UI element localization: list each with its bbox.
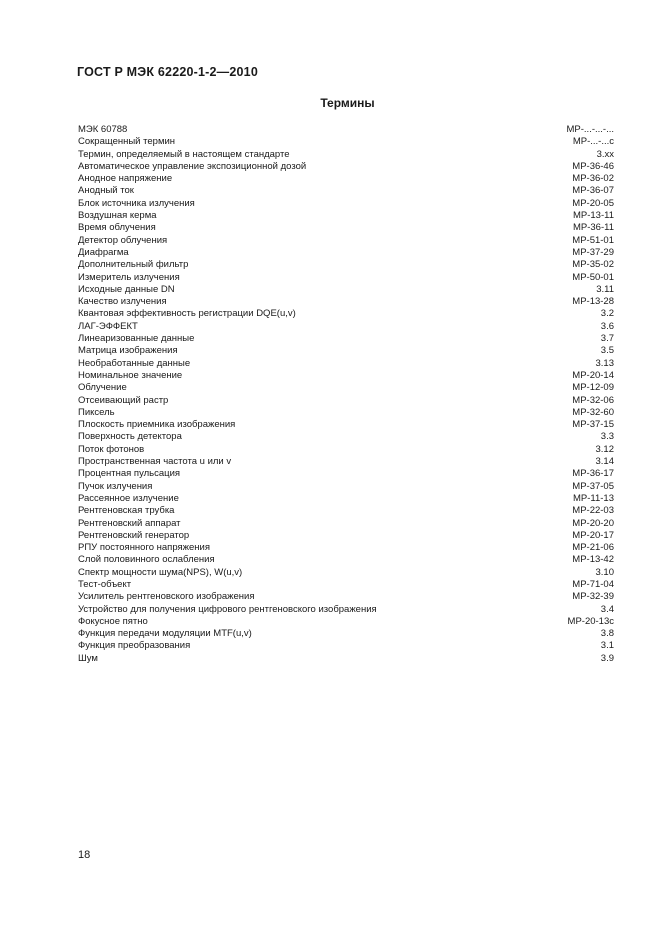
term-reference: МР-22-03 [572, 505, 614, 517]
term-row [78, 567, 614, 579]
term-reference: МР-36-11 [572, 222, 614, 234]
term-name: Квантовая эффективность регистрации DQE(u,v) [78, 308, 296, 320]
term-reference: МР-32-39 [572, 591, 614, 603]
term-row [78, 419, 614, 431]
term-name: Плоскость приемника изображения [78, 419, 236, 431]
term-row [78, 124, 614, 136]
term-name: Детектор облучения [78, 234, 168, 246]
term-name: Тест-объект [78, 578, 132, 590]
term-reference: МР-12-09 [572, 382, 614, 394]
term-reference: МР-37-29 [572, 246, 614, 258]
term-row [78, 259, 614, 271]
terms-list [78, 124, 614, 665]
term-row [78, 272, 614, 284]
term-reference: МР-32-60 [572, 406, 614, 418]
term-row [78, 579, 614, 591]
page-number: 18 [78, 849, 91, 861]
term-reference: МР-13-11 [572, 210, 614, 222]
term-name: Измеритель излучения [78, 271, 180, 283]
term-name: Воздушная керма [78, 210, 157, 222]
term-reference: МР-20-05 [572, 197, 614, 209]
term-reference: МР-...-...с [572, 136, 614, 148]
term-reference: МР-11-13 [572, 492, 614, 504]
term-row [78, 185, 614, 197]
term-reference: МР-13-28 [572, 296, 614, 308]
term-row [78, 468, 614, 480]
term-reference: МР-36-17 [572, 468, 614, 480]
term-reference: 3.хх [596, 148, 614, 160]
term-name: Сокращенный термин [78, 136, 176, 148]
term-name: Номинальное значение [78, 369, 183, 381]
term-name: Процентная пульсация [78, 468, 181, 480]
term-row [78, 407, 614, 419]
term-name: Поверхность детектора [78, 431, 182, 443]
term-row [78, 370, 614, 382]
term-reference: 3.4 [600, 603, 614, 615]
term-name: Автоматическое управление экспозиционной дозой [78, 160, 307, 172]
term-row [78, 358, 614, 370]
term-name: МЭК 60788 [78, 124, 128, 135]
term-reference: 3.10 [595, 566, 614, 578]
term-name: Облучение [78, 382, 127, 394]
term-name: Качество излучения [78, 296, 167, 308]
term-name: Функция передачи модуляции MTF(u,v) [78, 628, 252, 640]
term-row [78, 222, 614, 234]
term-row [78, 247, 614, 259]
term-name: Отсеивающий растр [78, 394, 169, 406]
term-row [78, 235, 614, 247]
term-row [78, 591, 614, 603]
term-name: Время облучения [78, 222, 156, 234]
term-reference: 3.13 [595, 357, 614, 369]
term-reference: МР-20-13с [567, 615, 614, 627]
term-row [78, 136, 614, 148]
term-name: Необработанные данные [78, 357, 191, 369]
term-reference: 3.14 [595, 456, 614, 468]
term-row [78, 284, 614, 296]
term-row [78, 149, 614, 161]
term-row [78, 456, 614, 468]
term-row [78, 505, 614, 517]
term-row [78, 628, 614, 640]
term-name: Устройство для получения цифрового рентгеновского изображения [78, 603, 377, 615]
term-name: Поток фотонов [78, 443, 145, 455]
term-row [78, 616, 614, 628]
term-name: Термин, определяемый в настоящем стандарте [78, 148, 290, 160]
term-name: Фокусное пятно [78, 615, 148, 627]
term-reference: МР-37-15 [572, 419, 614, 431]
term-name: Функция преобразования [78, 640, 191, 652]
term-reference: МР-13-42 [572, 554, 614, 566]
term-row [78, 345, 614, 357]
term-row [78, 382, 614, 394]
term-row [78, 333, 614, 345]
term-row [78, 198, 614, 210]
term-reference: МР-...-...-... [566, 124, 614, 135]
term-name: Диафрагма [78, 246, 129, 258]
term-reference: 3.11 [596, 283, 614, 295]
term-reference: 3.3 [600, 431, 614, 443]
term-row [78, 444, 614, 456]
term-name: Шум [78, 652, 98, 664]
term-name: Рентгеновский генератор [78, 529, 190, 541]
term-reference: 3.8 [600, 628, 614, 640]
term-name: Рентгеновская трубка [78, 505, 175, 517]
term-name: Дополнительный фильтр [78, 259, 189, 271]
term-name: Рентгеновский аппарат [78, 517, 181, 529]
term-name: Пространственная частота u или v [78, 456, 232, 468]
term-name: Анодный ток [78, 185, 134, 197]
term-name: РПУ постоянного напряжения [78, 542, 210, 554]
term-reference: МР-71-04 [572, 578, 614, 590]
term-row [78, 554, 614, 566]
document-header: ГОСТ Р МЭК 62220-1-2—2010 [77, 65, 258, 79]
term-name: Блок источника излучения [78, 197, 195, 209]
term-name: Усилитель рентгеновского изображения [78, 591, 255, 603]
term-row [78, 493, 614, 505]
term-reference: МР-21-06 [572, 542, 614, 554]
term-reference: МР-50-01 [572, 271, 614, 283]
term-row [78, 481, 614, 493]
term-name: Матрица изображения [78, 345, 178, 357]
term-row [78, 431, 614, 443]
section-title: Термины [320, 96, 375, 110]
term-row [78, 653, 614, 665]
term-row [78, 308, 614, 320]
term-reference: 3.12 [595, 443, 614, 455]
term-reference: МР-51-01 [572, 234, 614, 246]
term-name: Анодное напряжение [78, 173, 173, 185]
term-row [78, 542, 614, 554]
term-reference: МР-36-07 [572, 185, 614, 197]
term-name: Слой половинного ослабления [78, 554, 215, 566]
term-row [78, 640, 614, 652]
term-row [78, 604, 614, 616]
term-reference: МР-36-02 [572, 173, 614, 185]
term-row [78, 395, 614, 407]
term-reference: МР-20-17 [572, 529, 614, 541]
term-row [78, 173, 614, 185]
term-reference: 3.9 [600, 652, 614, 664]
term-name: Пучок излучения [78, 480, 153, 492]
term-reference: 3.7 [600, 333, 614, 345]
term-row [78, 518, 614, 530]
term-name: Линеаризованные данные [78, 333, 195, 345]
term-reference: МР-32-06 [572, 394, 614, 406]
term-name: Рассеянное излучение [78, 492, 179, 504]
term-row [78, 210, 614, 222]
term-reference: МР-37-05 [572, 480, 614, 492]
term-name: Спектр мощности шума(NPS), W(u,v) [78, 566, 243, 578]
term-name: Пиксель [78, 406, 115, 418]
term-row [78, 161, 614, 173]
term-reference: МР-35-02 [572, 259, 614, 271]
term-reference: 3.2 [600, 308, 614, 320]
term-reference: 3.1 [600, 640, 614, 652]
term-row [78, 321, 614, 333]
term-reference: МР-20-20 [572, 517, 614, 529]
term-row [78, 530, 614, 542]
term-reference: МР-36-46 [572, 160, 614, 172]
term-name: Исходные данные DN [78, 283, 175, 295]
term-name: ЛАГ-ЭФФЕКТ [78, 320, 138, 332]
term-reference: МР-20-14 [572, 369, 614, 381]
term-reference: 3.5 [600, 345, 614, 357]
term-reference: 3.6 [600, 320, 614, 332]
term-row [78, 296, 614, 308]
